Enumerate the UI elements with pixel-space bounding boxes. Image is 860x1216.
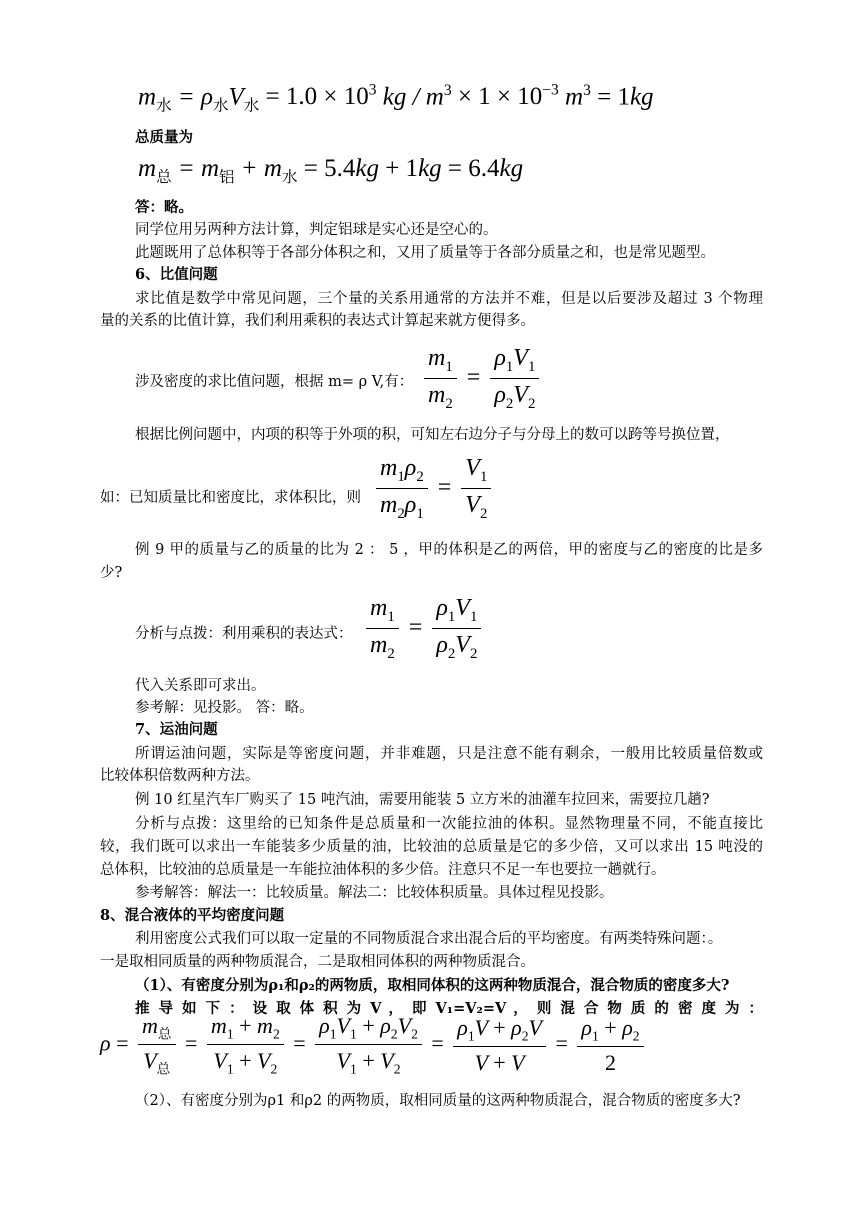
heading-ratio-problem: 6、比值问题 (135, 266, 218, 283)
example10-analysis-1: 分析与点拨：这里给的已知条件是总质量和一次能拉油的体积。显然物理量不同，不能直接比 (135, 816, 763, 832)
p6-density-label: 涉及密度的求比值问题，根据 m= ρ V,有： (135, 374, 414, 390)
example10-reference: 参考解答：解法一：比较质量。解法二：比较体积质量。具体过程见投影。 (135, 885, 614, 901)
equation-water-mass: $m_水 = \rho_水V_水 = 1.0 \times 10^3$ kg / $m^3 \times 1 \times 10^{-3}$ $m^3 = 1kg$ (138, 82, 654, 115)
example9-analysis-label: 分析与点拨：利用乘积的表达式： (135, 626, 353, 642)
total-mass-label: 总质量为 (135, 129, 193, 146)
p7-line2: 比较体积倍数两种方法。 (100, 768, 260, 784)
p6-swap-line: 根据比例问题中，内项的积等于外项的积，可知左右边分子与分母上的数可以跨等号换位置， (135, 427, 730, 443)
text-summary: 此题既用了总体积等于各部分体积之和，又用了质量等于各部分质量之和，也是常见题型。 (135, 245, 715, 261)
equation-ratio-3: $\frac{m_1}{m_2}$ = $\frac{\rho_1V_1}{\rho_2V_2}$ (362, 595, 485, 663)
example9-substitute: 代入关系即可求出。 (135, 678, 266, 694)
p7-line1: 所谓运油问题，实际是等密度问题，并非难题，只是注意不能有剩余，一般用比较质量倍数或 (135, 746, 763, 762)
p6-line2: 量的关系的比值计算，我们利用乘积的表达式计算起来就方便得多。 (100, 313, 535, 329)
heading-mixture-density: 8、混合液体的平均密度问题 (100, 907, 285, 924)
equation-ratio-1: $\frac{m_1}{m_2}$ = $\frac{\rho_1V_1}{\rho_2V_2}$ (420, 345, 543, 413)
p8-line1: 利用密度公式我们可以取一定量的不同物质混合求出混合后的平均密度。有两类特殊问题：。 (135, 931, 723, 947)
equation-ratio-2: $\frac{m_1\rho_2}{m_2\rho_1}$ = $\frac{V_1}{V_2}$ (372, 455, 495, 523)
equation-mixture-density: ρ = $\frac{m_总}{V_总}$ = $\frac{m_1 + m_2}{V_1 + V_2}$ = $\frac{\rho_1V_1 + \rho_2V_2}{V_1 + V_2}$ = $\frac{\rho_1V + \rho_2V}{V + V}$ = $\frac{\rho_1 + \rho_2}{2}$ (100, 1013, 648, 1078)
example10-analysis-2: 较，我们既可以求出一车能装多少质量的油，比较油的总质量是它的多少倍，又可以求出 15 吨没的 (100, 839, 763, 855)
example10-line: 例 10 红星汽车厂购买了 15 吨汽油，需要用能装 5 立方米的油灌车拉回来，需要拉几趟? (135, 792, 710, 808)
p6-known-label: 如：已知质量比和密度比，求体积比，则 (100, 490, 361, 506)
example9-line2: 少? (100, 565, 123, 581)
p8-case2: （2）、有密度分别为ρ1 和ρ2 的两物质，取相同质量的这两种物质混合，混合物质的密度多大? (135, 1093, 741, 1109)
example9-reference: 参考解：见投影。 答：略。 (135, 700, 314, 716)
answer-line-1: 答：略。 (135, 199, 193, 216)
equation-total-mass: $m_总 = m_铝 + m_水 = 5.4kg + 1kg = 6.4kg$ (138, 155, 524, 186)
p6-line1: 求比值是数学中常见问题，三个量的关系用通常的方法并不难，但是以后要涉及超过 3 个物理 (135, 291, 763, 307)
example10-analysis-3: 总体积，比较油的总质量是一车能拉油体积的多少倍。注意只不足一车也要拉一趟就行。 (100, 862, 666, 878)
text-other-methods: 同学位用另两种方法计算，判定铝球是实心还是空心的。 (135, 222, 498, 238)
p8-line2: 一是取相同质量的两种物质混合，二是取相同体积的两种物质混合。 (100, 954, 535, 970)
p8-case1: （1）、有密度分别为ρ₁和ρ₂的两物质，取相同体积的这两种物质混合，混合物质的密度多大? (135, 977, 730, 994)
heading-oil-problem: 7、运油问题 (135, 721, 218, 738)
example9-line1: 例 9 甲的质量与乙的质量的比为 2 ： 5 ，甲的体积是乙的两倍，甲的密度与乙的密度的比是多 (135, 542, 763, 558)
p8-derivation: 推 导 如 下 ： 设 取 体 积 为 V ， 即 V₁=V₂=V ， 则 混 合 物 质 的 密 度 为 ： (135, 1000, 763, 1017)
